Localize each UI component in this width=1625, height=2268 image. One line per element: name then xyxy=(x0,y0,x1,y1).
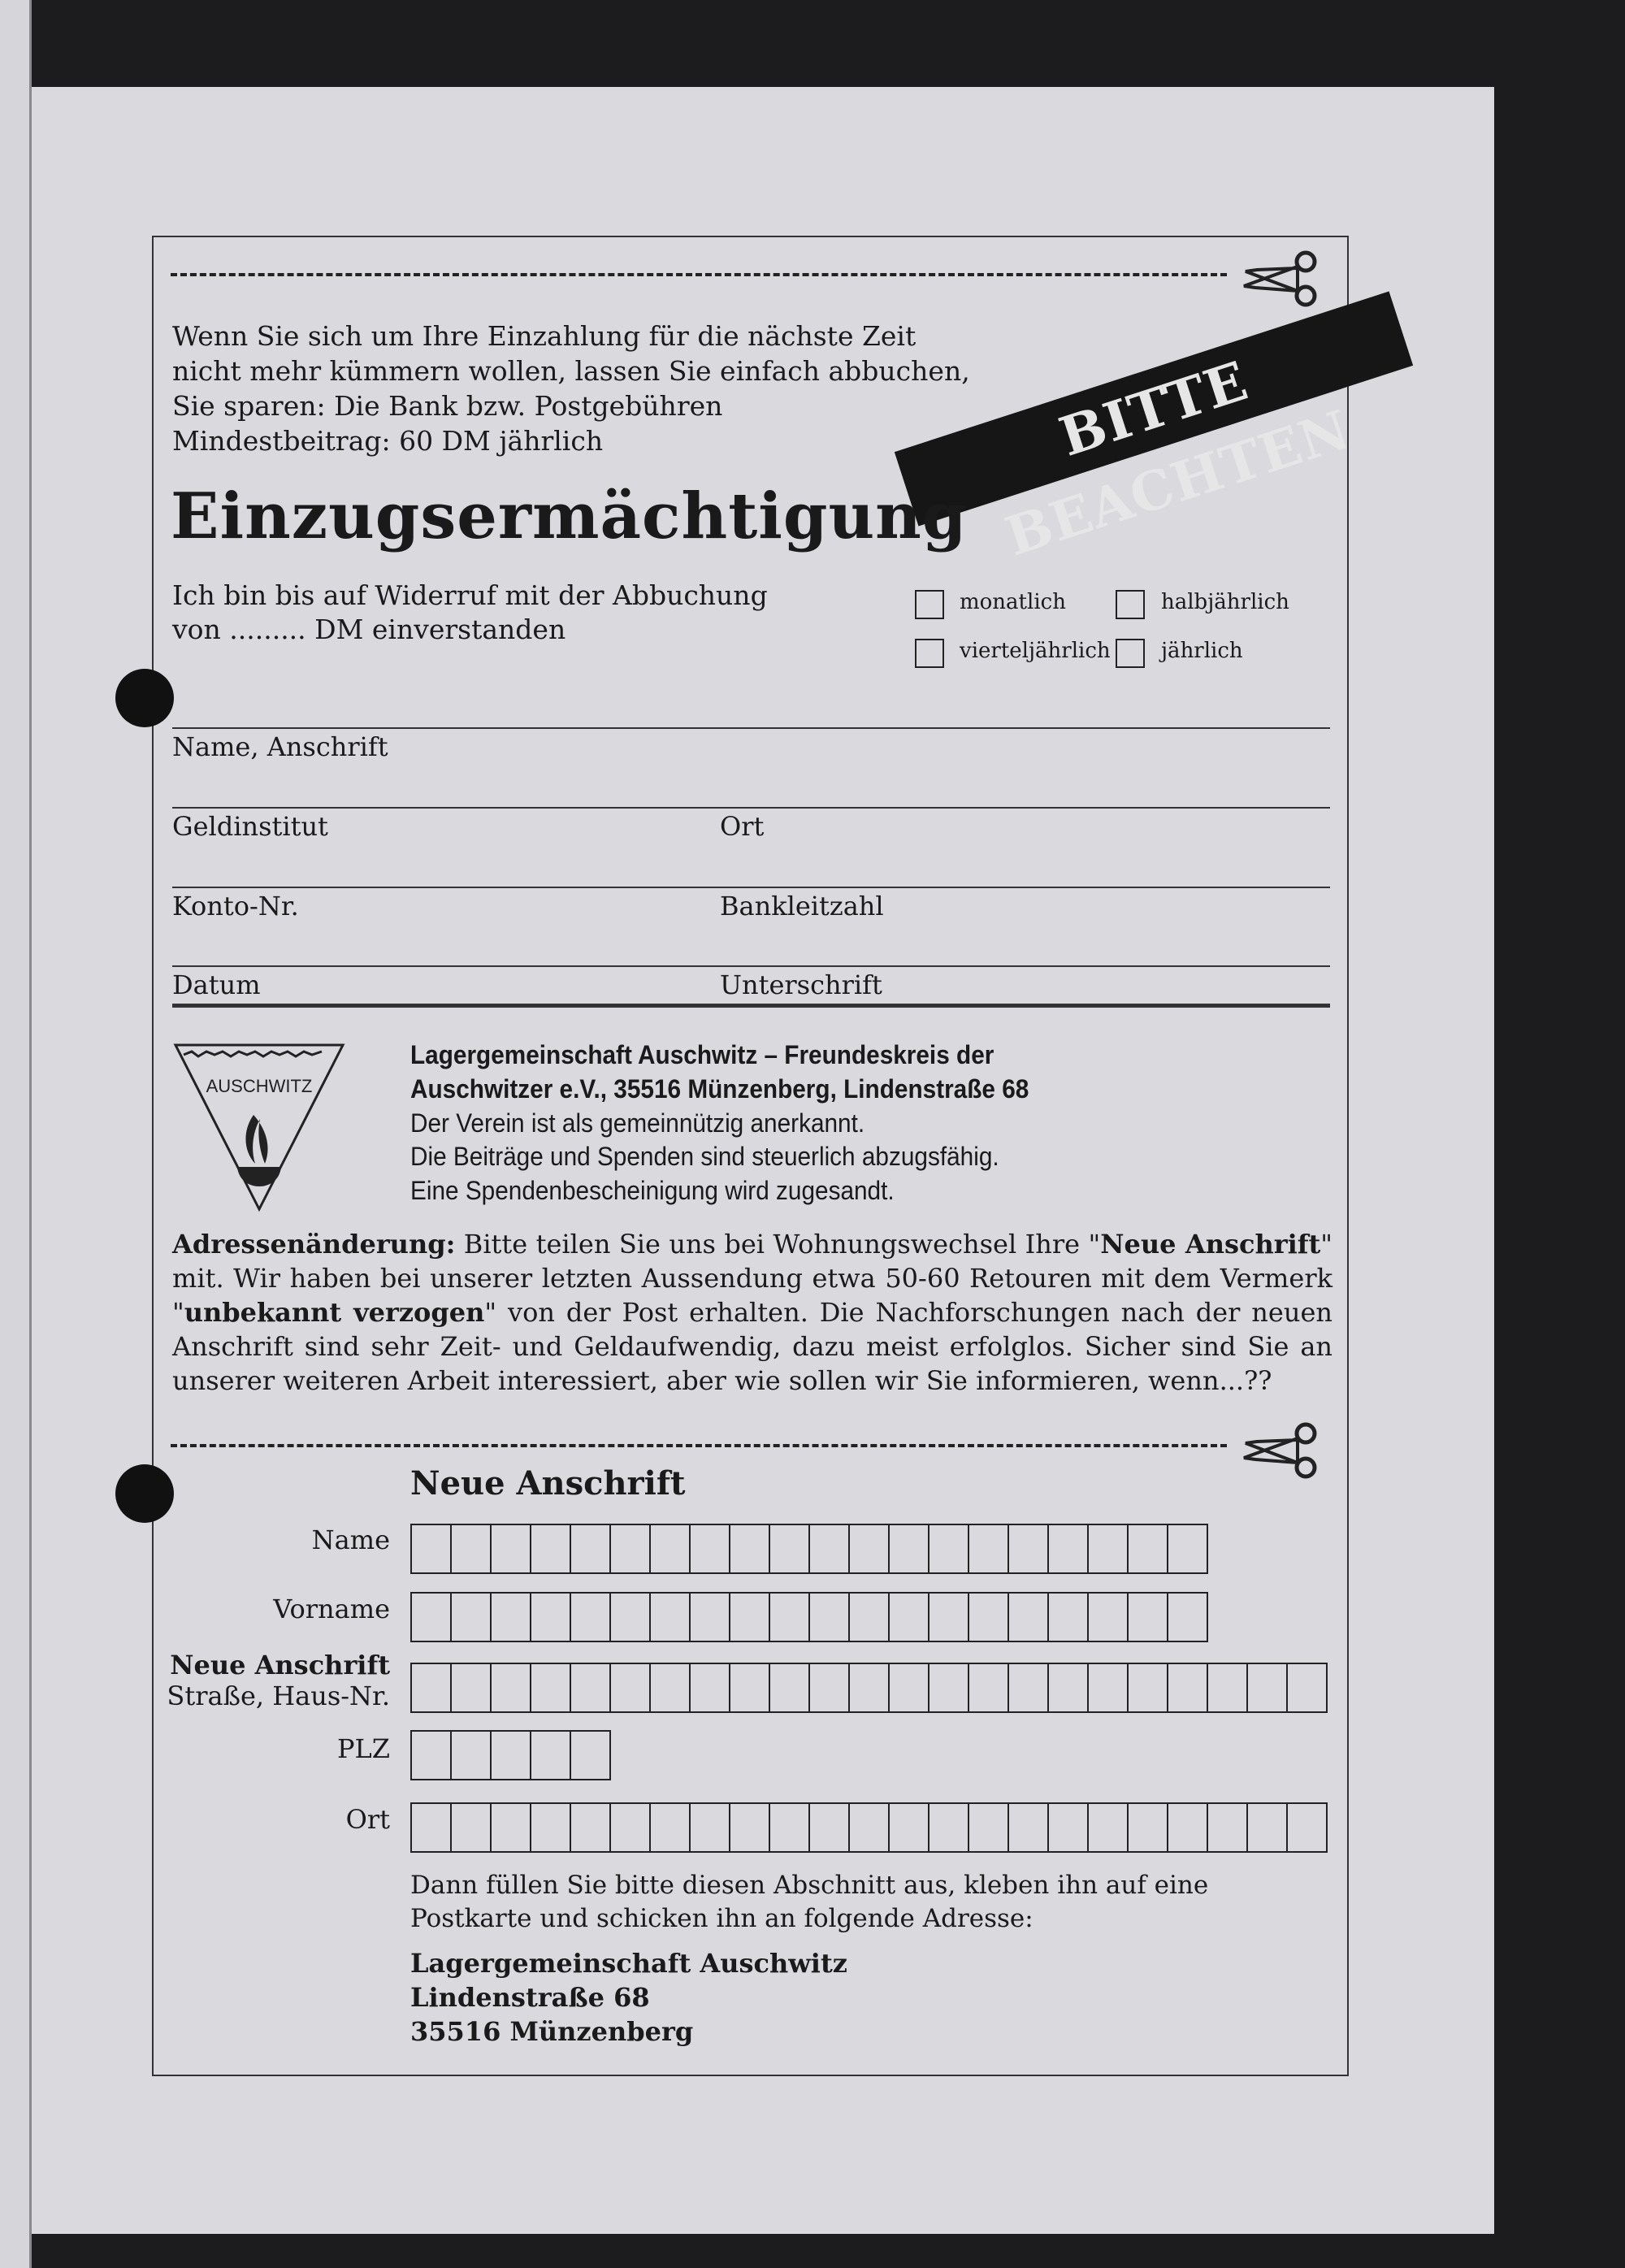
letter-cell[interactable] xyxy=(810,1525,850,1572)
letter-cell[interactable] xyxy=(531,1804,571,1851)
letter-cell[interactable] xyxy=(1129,1594,1168,1641)
field-label-bank-code: Bankleitzahl xyxy=(720,891,884,922)
letter-cell[interactable] xyxy=(651,1594,691,1641)
label-street: Straße, Haus-Nr. xyxy=(167,1680,390,1711)
name-field-line[interactable] xyxy=(172,727,1330,729)
intro-line: Mindestbeitrag: 60 DM jährlich xyxy=(172,425,604,457)
notice-text: Bitte teilen Sie uns bei Wohnungswechsel Ihre " xyxy=(455,1229,1101,1260)
letter-cell[interactable] xyxy=(492,1732,531,1779)
consent-text xyxy=(172,579,768,647)
intro-line: Sie sparen: Die Bank bzw. Postgebühren xyxy=(172,390,723,422)
checkbox-vierteljaehrlich[interactable] xyxy=(915,639,944,668)
notice-heading: Adressenänderung: xyxy=(172,1229,456,1260)
letter-cell[interactable] xyxy=(571,1525,611,1572)
letter-cell[interactable] xyxy=(531,1594,571,1641)
letter-cell[interactable] xyxy=(571,1804,611,1851)
letter-cell[interactable] xyxy=(1009,1594,1049,1641)
letter-cell[interactable] xyxy=(1049,1664,1089,1711)
label-zip: PLZ xyxy=(336,1733,390,1764)
org-info: Eine Spendenbescheinigung wird zugesandt. xyxy=(410,1176,895,1205)
letter-cell[interactable] xyxy=(691,1664,730,1711)
bank-field-line[interactable] xyxy=(172,807,1330,809)
field-label-name: Name, Anschrift xyxy=(172,731,388,762)
street-input-grid[interactable] xyxy=(410,1663,1328,1713)
letter-cell[interactable] xyxy=(412,1525,452,1572)
closing-line: Postkarte und schicken ihn an folgende Adresse: xyxy=(410,1904,1034,1933)
consent-line: Ich bin bis auf Widerruf mit der Abbuchung xyxy=(172,579,768,611)
org-info: Die Beiträge und Spenden sind steuerlich abzugsfähig. xyxy=(410,1142,999,1171)
letter-cell[interactable] xyxy=(611,1594,651,1641)
letter-cell[interactable] xyxy=(1248,1664,1288,1711)
letter-cell[interactable] xyxy=(412,1732,452,1779)
letter-cell[interactable] xyxy=(770,1525,810,1572)
address-line: 35516 Münzenberg xyxy=(410,2016,694,2047)
notice-emphasis: Neue Anschrift xyxy=(1100,1229,1321,1260)
letter-cell[interactable] xyxy=(770,1664,810,1711)
letter-cell[interactable] xyxy=(531,1525,571,1572)
notice-text: " mit. Wir haben bei unserer letzten Aussendung etwa 50-60 Retouren mit dem Vermerk " xyxy=(172,1229,1333,1328)
punch-hole xyxy=(115,1464,174,1523)
notice-banner: BITTE BEACHTEN xyxy=(895,291,1413,526)
letter-cell[interactable] xyxy=(611,1804,651,1851)
checkbox-monatlich[interactable] xyxy=(915,590,944,619)
letter-cell[interactable] xyxy=(969,1664,1009,1711)
letter-cell[interactable] xyxy=(452,1525,492,1572)
letter-cell[interactable] xyxy=(452,1594,492,1641)
letter-cell[interactable] xyxy=(850,1664,890,1711)
letter-cell[interactable] xyxy=(930,1664,969,1711)
address-line: Lindenstraße 68 xyxy=(410,1982,650,2013)
letter-cell[interactable] xyxy=(969,1804,1009,1851)
letter-cell[interactable] xyxy=(930,1525,969,1572)
field-label-signature: Unterschrift xyxy=(720,969,882,1000)
letter-cell[interactable] xyxy=(492,1525,531,1572)
cut-line-top xyxy=(171,273,1227,276)
scissors-icon xyxy=(1239,1420,1320,1482)
letter-cell[interactable] xyxy=(770,1804,810,1851)
letter-cell[interactable] xyxy=(1129,1804,1168,1851)
letter-cell[interactable] xyxy=(810,1804,850,1851)
letter-cell[interactable] xyxy=(969,1525,1009,1572)
letter-cell[interactable] xyxy=(810,1594,850,1641)
letter-cell[interactable] xyxy=(850,1525,890,1572)
letter-cell[interactable] xyxy=(930,1594,969,1641)
letter-cell[interactable] xyxy=(492,1594,531,1641)
field-label-date: Datum xyxy=(172,969,261,1000)
checkbox-jaehrlich[interactable] xyxy=(1116,639,1145,668)
mailing-address xyxy=(410,1946,847,2049)
letter-cell[interactable] xyxy=(1168,1594,1207,1641)
field-label-account: Konto-Nr. xyxy=(172,891,299,922)
letter-cell[interactable] xyxy=(770,1594,810,1641)
org-address: Auschwitzer e.V., 35516 Münzenberg, Lindenstraße 68 xyxy=(410,1074,1029,1104)
name-input-grid[interactable] xyxy=(410,1524,1208,1574)
letter-cell[interactable] xyxy=(730,1664,770,1711)
city-input-grid[interactable] xyxy=(410,1802,1328,1853)
letter-cell[interactable] xyxy=(890,1664,930,1711)
letter-cell[interactable] xyxy=(452,1804,492,1851)
intro-text xyxy=(172,319,970,458)
letter-cell[interactable] xyxy=(452,1664,492,1711)
letter-cell[interactable] xyxy=(730,1525,770,1572)
letter-cell[interactable] xyxy=(1129,1664,1168,1711)
letter-cell[interactable] xyxy=(611,1525,651,1572)
svg-text:AUSCHWITZ: AUSCHWITZ xyxy=(206,1076,313,1096)
letter-cell[interactable] xyxy=(1168,1525,1207,1572)
letter-cell[interactable] xyxy=(1009,1804,1049,1851)
letter-cell[interactable] xyxy=(651,1804,691,1851)
closing-text xyxy=(410,1869,1208,1936)
letter-cell[interactable] xyxy=(691,1525,730,1572)
date-field-line[interactable] xyxy=(172,965,1330,967)
letter-cell[interactable] xyxy=(1208,1804,1248,1851)
letter-cell[interactable] xyxy=(1089,1664,1129,1711)
letter-cell[interactable] xyxy=(1288,1664,1326,1711)
letter-cell[interactable] xyxy=(1168,1664,1208,1711)
letter-cell[interactable] xyxy=(1129,1525,1168,1572)
checkbox-label: jährlich xyxy=(1161,639,1243,663)
account-field-line[interactable] xyxy=(172,887,1330,888)
checkbox-label: vierteljährlich xyxy=(960,639,1111,663)
notice-text: " von der Post erhalten. Die Nachforschungen nach der neuen Anschrift sind sehr Zeit- und Geldaufwendig, dazu meist erfolglos. Sicher sind Sie an unserer weiteren Arbeit interessiert, aber wie sollen wir Sie informieren, wenn...?? xyxy=(172,1297,1332,1396)
letter-cell[interactable] xyxy=(1089,1594,1129,1641)
adjacent-page-edge xyxy=(0,0,32,2268)
punch-hole xyxy=(115,669,174,727)
letter-cell[interactable] xyxy=(1049,1525,1089,1572)
letter-cell[interactable] xyxy=(890,1525,930,1572)
label-name: Name xyxy=(311,1524,390,1555)
letter-cell[interactable] xyxy=(730,1804,770,1851)
section-divider xyxy=(172,1004,1330,1008)
intro-line: nicht mehr kümmern wollen, lassen Sie einfach abbuchen, xyxy=(172,355,970,387)
letter-cell[interactable] xyxy=(412,1664,452,1711)
letter-cell[interactable] xyxy=(1049,1804,1089,1851)
label-city: Ort xyxy=(345,1804,390,1835)
letter-cell[interactable] xyxy=(930,1804,969,1851)
letter-cell[interactable] xyxy=(730,1594,770,1641)
letter-cell[interactable] xyxy=(611,1664,651,1711)
letter-cell[interactable] xyxy=(890,1804,930,1851)
letter-cell[interactable] xyxy=(1089,1525,1129,1572)
cut-line-bottom xyxy=(171,1444,1227,1447)
letter-cell[interactable] xyxy=(691,1804,730,1851)
letter-cell[interactable] xyxy=(1009,1664,1049,1711)
address-line: Lagergemeinschaft Auschwitz xyxy=(410,1948,847,1979)
letter-cell[interactable] xyxy=(810,1664,850,1711)
organization-logo xyxy=(172,1042,346,1212)
letter-cell[interactable] xyxy=(691,1594,730,1641)
field-label-city: Ort xyxy=(720,811,765,842)
checkbox-label: monatlich xyxy=(960,590,1066,614)
letter-cell[interactable] xyxy=(1288,1804,1326,1851)
letter-cell[interactable] xyxy=(969,1594,1009,1641)
consent-line: von ......... DM einverstanden xyxy=(172,614,566,645)
intro-line: Wenn Sie sich um Ihre Einzahlung für die nächste Zeit xyxy=(172,320,916,352)
checkbox-label: halbjährlich xyxy=(1161,590,1289,614)
form-title: Einzugsermächtigung xyxy=(171,479,968,553)
letter-cell[interactable] xyxy=(492,1804,531,1851)
zip-input-grid[interactable] xyxy=(410,1730,611,1780)
letter-cell[interactable] xyxy=(531,1732,571,1779)
letter-cell[interactable] xyxy=(412,1594,452,1641)
letter-cell[interactable] xyxy=(850,1594,890,1641)
letter-cell[interactable] xyxy=(1009,1525,1049,1572)
field-label-bank: Geldinstitut xyxy=(172,811,328,842)
label-new-address: Neue Anschrift xyxy=(170,1650,390,1680)
org-name: Lagergemeinschaft Auschwitz – Freundeskreis der xyxy=(410,1040,994,1069)
letter-cell[interactable] xyxy=(1168,1804,1208,1851)
first-name-input-grid[interactable] xyxy=(410,1592,1208,1642)
letter-cell[interactable] xyxy=(571,1732,609,1779)
letter-cell[interactable] xyxy=(890,1594,930,1641)
scissors-icon xyxy=(1239,249,1320,310)
label-first-name: Vorname xyxy=(273,1594,390,1624)
letter-cell[interactable] xyxy=(1089,1804,1129,1851)
closing-line: Dann füllen Sie bitte diesen Abschnitt aus, kleben ihn auf eine xyxy=(410,1871,1209,1900)
org-info: Der Verein ist als gemeinnützig anerkannt. xyxy=(410,1108,865,1138)
letter-cell[interactable] xyxy=(531,1664,571,1711)
letter-cell[interactable] xyxy=(452,1732,492,1779)
new-address-heading: Neue Anschrift xyxy=(410,1464,686,1503)
letter-cell[interactable] xyxy=(571,1664,611,1711)
letter-cell[interactable] xyxy=(651,1664,691,1711)
letter-cell[interactable] xyxy=(412,1804,452,1851)
letter-cell[interactable] xyxy=(571,1594,611,1641)
letter-cell[interactable] xyxy=(1049,1594,1089,1641)
letter-cell[interactable] xyxy=(1208,1664,1248,1711)
letter-cell[interactable] xyxy=(850,1804,890,1851)
letter-cell[interactable] xyxy=(1248,1804,1288,1851)
checkbox-halbjaehrlich[interactable] xyxy=(1116,590,1145,619)
notice-emphasis: unbekannt verzogen xyxy=(184,1297,485,1328)
address-change-notice xyxy=(172,1227,1332,1398)
letter-cell[interactable] xyxy=(651,1525,691,1572)
letter-cell[interactable] xyxy=(492,1664,531,1711)
